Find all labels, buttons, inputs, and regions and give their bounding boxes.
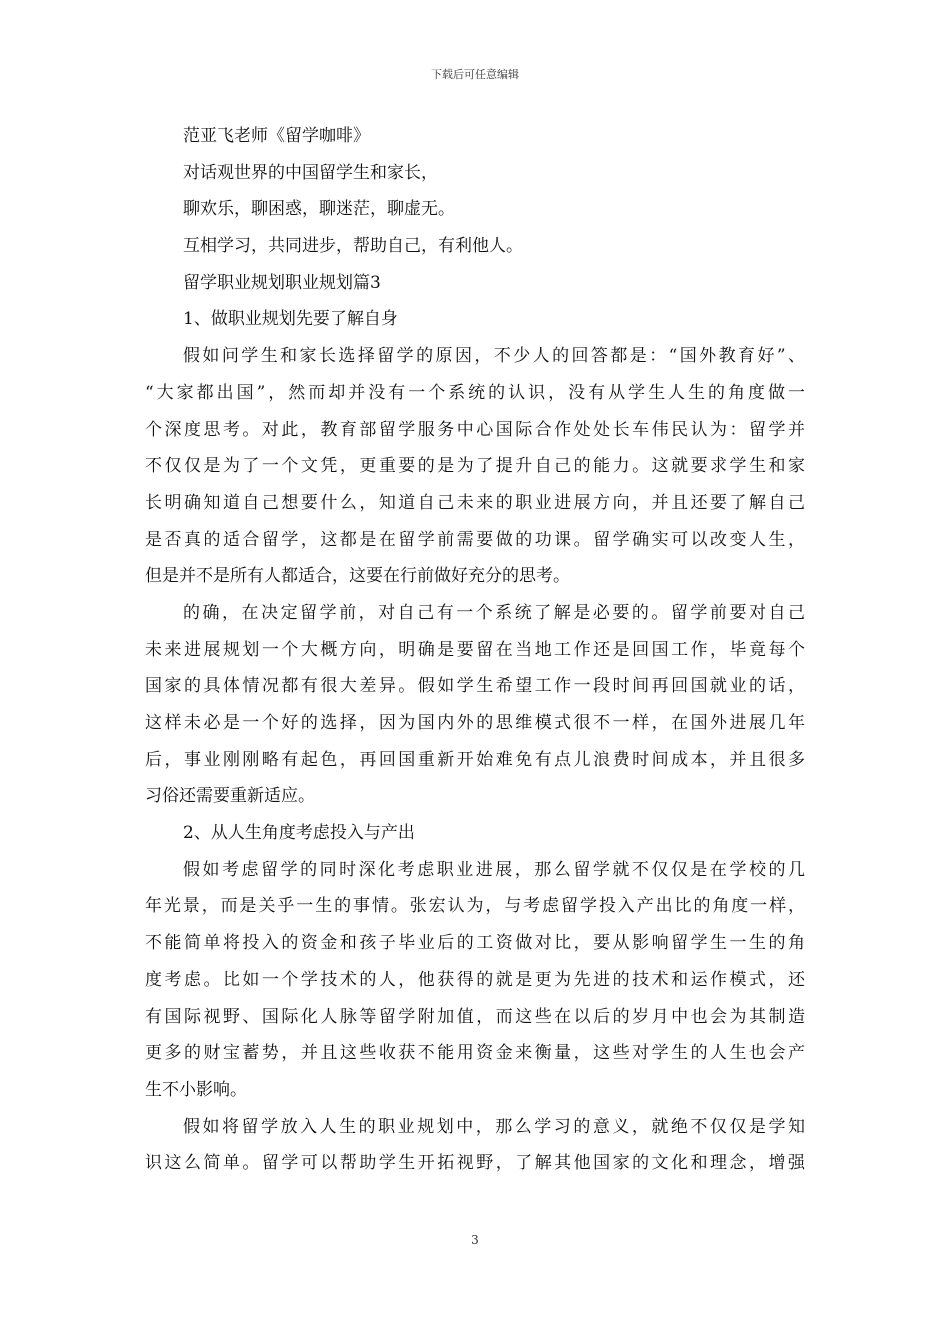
page-header: 下载后可任意编辑 (431, 68, 519, 81)
text-line: 不仅仅是为了一个文凭，更重要的是为了提升自己的能力。这就要求学生和家 (145, 456, 805, 477)
text-line: 留学职业规划职业规划篇3 (183, 272, 381, 293)
text-line: 国家的具体情况都有很大差异。假如学生希望工作一段时间再回国就业的话， (145, 676, 805, 697)
text-line: 后，事业刚刚略有起色，再回国重新开始难免有点儿浪费时间成本，并且很多 (145, 749, 805, 770)
document-body (145, 118, 805, 1182)
text-line: 1、做职业规划先要了解自身 (183, 309, 398, 330)
text-line: 的确，在决定留学前，对自己有一个系统了解是必要的。留学前要对自己 (183, 602, 805, 623)
text-line: 是否真的适合留学，这都是在留学前需要做的功课。留学确实可以改变人生， (145, 529, 805, 550)
text-line: 这样未必是一个好的选择，因为国内外的思维模式很不一样，在国外进展几年 (145, 713, 805, 733)
page-number: 3 (471, 1233, 479, 1247)
text-line: 度考虑。比如一个学技术的人，他获得的就是更为先进的技术和运作模式，还 (145, 969, 805, 990)
text-line: 互相学习，共同进步，帮助自己，有利他人。 (183, 236, 523, 257)
text-line: 2、从人生角度考虑投入与产出 (183, 823, 415, 844)
text-line: 对话观世界的中国留学生和家长， (183, 162, 438, 183)
text-line: 聊欢乐，聊困惑，聊迷茫，聊虚无。 (183, 199, 455, 220)
text-line: “大家都出国”，然而却并没有一个系统的认识，没有从学生人生的角度做一 (145, 382, 805, 403)
text-line: 生不小影响。 (145, 1079, 247, 1100)
text-line: 有国际视野、国际化人脉等留学附加值，而这些在以后的岁月中也会为其制造 (145, 1006, 805, 1027)
text-line: 识这么简单。留学可以帮助学生开拓视野，了解其他国家的文化和理念，增强 (145, 1153, 805, 1174)
text-line: 假如考虑留学的同时深化考虑职业进展，那么留学就不仅仅是在学校的几 (183, 859, 805, 880)
text-line: 年光景，而是关乎一生的事情。张宏认为，与考虑留学投入产出比的角度一样， (145, 896, 805, 917)
text-line: 范亚飞老师《留学咖啡》 (183, 126, 370, 146)
text-line: 习俗还需要重新适应。 (145, 786, 315, 807)
text-line: 假如问学生和家长选择留学的原因，不少人的回答都是：“国外教育好”、 (183, 346, 805, 367)
text-line: 但是并不是所有人都适合，这要在行前做好充分的思考。 (145, 566, 570, 587)
text-line: 不能简单将投入的资金和孩子毕业后的工资做对比，要从影响留学生一生的角 (145, 933, 805, 954)
text-line: 更多的财宝蓄势，并且这些收获不能用资金来衡量，这些对学生的人生也会产 (145, 1043, 805, 1064)
text-line: 未来进展规划一个大概方向，明确是要留在当地工作还是回国工作，毕竟每个 (145, 639, 805, 660)
text-line: 假如将留学放入人生的职业规划中，那么学习的意义，就绝不仅仅是学知 (183, 1116, 805, 1137)
text-line: 长明确知道自己想要什么，知道自己未来的职业进展方向，并且还要了解自己 (145, 492, 805, 513)
text-line: 个深度思考。对此，教育部留学服务中心国际合作处处长车伟民认为：留学并 (145, 419, 805, 440)
